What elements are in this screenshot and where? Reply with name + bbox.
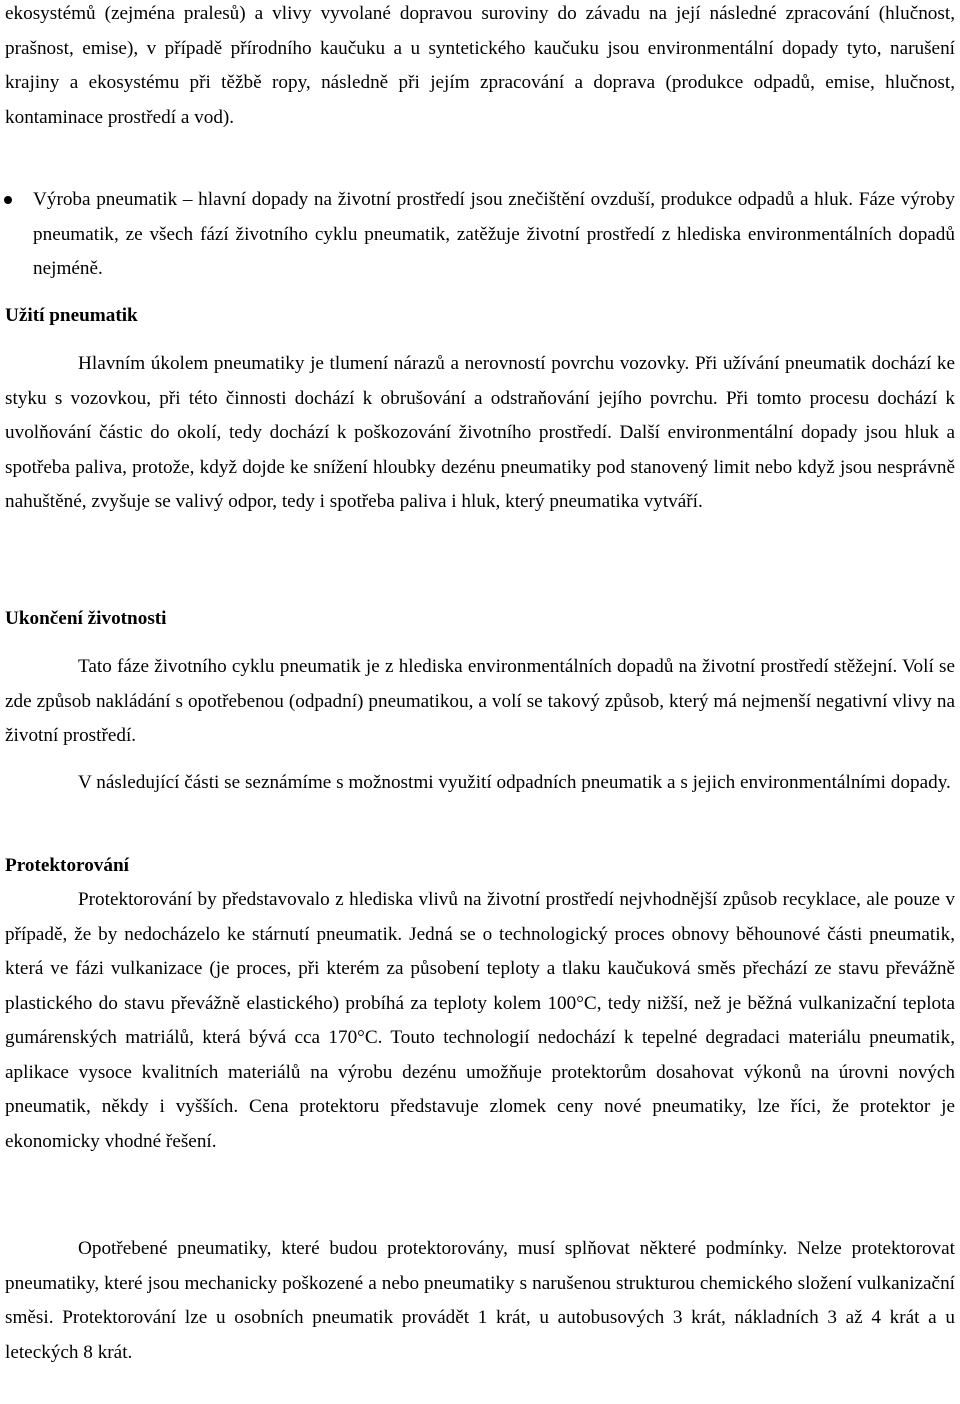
- bullet-icon: [4, 196, 12, 204]
- paragraph-raw-materials-impacts: ekosystémů (zejména pralesů) a vlivy vyvolané dopravou suroviny do závadu na její následné zpracování (hlučnost, prašnost, emise), v případě přírodního kaučuku a u syntetického kaučuku jsou environmentální dopady tyto, narušení krajiny a ekosystému při těžbě ropy, následně při jejím zpracování a doprava (produkce odpadů, emise, hlučnost, kontaminace prostředí a vod).: [5, 3, 955, 128]
- paragraph-retreading-process: Protektorování by představovalo z hlediska vlivů na životní prostředí nejvhodnější způsob recyklace, ale pouze v případě, že by nedocházelo ke stárnutí pneumatik. Jedná se o technologický proces obnovy běhounové části pneumatik, která ve fázi vulkanizace (je proces, při kterém za působení teploty a tlaku kaučuková směs přechází ze stavu převážně plastického do stavu převážně elastického) probíhá za teploty kolem 100°C, tedy nižší, než je běžná vulkanizační teplota gumárenských matriálů, která bývá cca 170°C. Touto technologií nedochází k tepelné degradaci materiálu pneumatik, aplikace vysoce kvalitních materiálů na výrobu dezénu umožňuje protektorům dosahovat výkonů na úrovni nových pneumatik, někdy i vyšších. Cena protektoru představuje zlomek ceny nové pneumatiky, lze říci, že protektor je ekonomicky vhodné řešení.: [5, 889, 955, 1152]
- paragraph-tire-use: Hlavním úkolem pneumatiky je tlumení nárazů a nerovností povrchu vozovky. Při užívání pneumatik dochází ke styku s vozovkou, při této činnosti dochází k obrušování a odstraňování jejího povrchu. Při tomto procesu dochází k uvolňování částic do okolí, tedy dochází k poškozování životního prostředí. Další environmentální dopady jsou hluk a spotřeba paliva, protože, když dojde ke snížení hloubky dezénu pneumatiky pod stanovený limit nebo když jsou nesprávně nahuštěné, zvyšuje se valivý odpor, tedy i spotřeba paliva i hluk, který pneumatika vytváří.: [5, 353, 955, 512]
- paragraph-end-of-life: Tato fáze životního cyklu pneumatik je z hlediska environmentálních dopadů na životní prostředí stěžejní. Volí se zde způsob nakládání s opotřebenou (odpadní) pneumatikou, a volí se takový způsob, který má nejmenší negativní vlivy na životní prostředí.: [5, 656, 955, 746]
- paragraph-following-section: V následující části se seznámíme s možnostmi využití odpadních pneumatik a s jejich environmentálními dopady.: [78, 772, 951, 793]
- section-heading-tire-use: Užití pneumatik: [5, 305, 138, 326]
- bullet-text-tire-production: Výroba pneumatik – hlavní dopady na životní prostředí jsou znečištění ovzduší, produkce odpadů a hluk. Fáze výroby pneumatik, ze všech fází životního cyklu pneumatik, zatěžuje životní prostředí z hlediska environmentálních dopadů nejméně.: [33, 189, 955, 279]
- paragraph-retreading-conditions: Opotřebené pneumatiky, které budou protektorovány, musí splňovat některé podmínky. Nelze protektorovat pneumatiky, které jsou mechanicky poškozené a nebo pneumatiky s narušenou strukturou chemického složení vulkanizační směsi. Protektorování lze u osobních pneumatik provádět 1 krát, u autobusových 3 krát, nákladních 3 až 4 krát a u leteckých 8 krát.: [5, 1238, 955, 1363]
- section-heading-end-of-life: Ukončení životnosti: [5, 608, 167, 629]
- section-heading-retreading: Protektorování: [5, 855, 129, 876]
